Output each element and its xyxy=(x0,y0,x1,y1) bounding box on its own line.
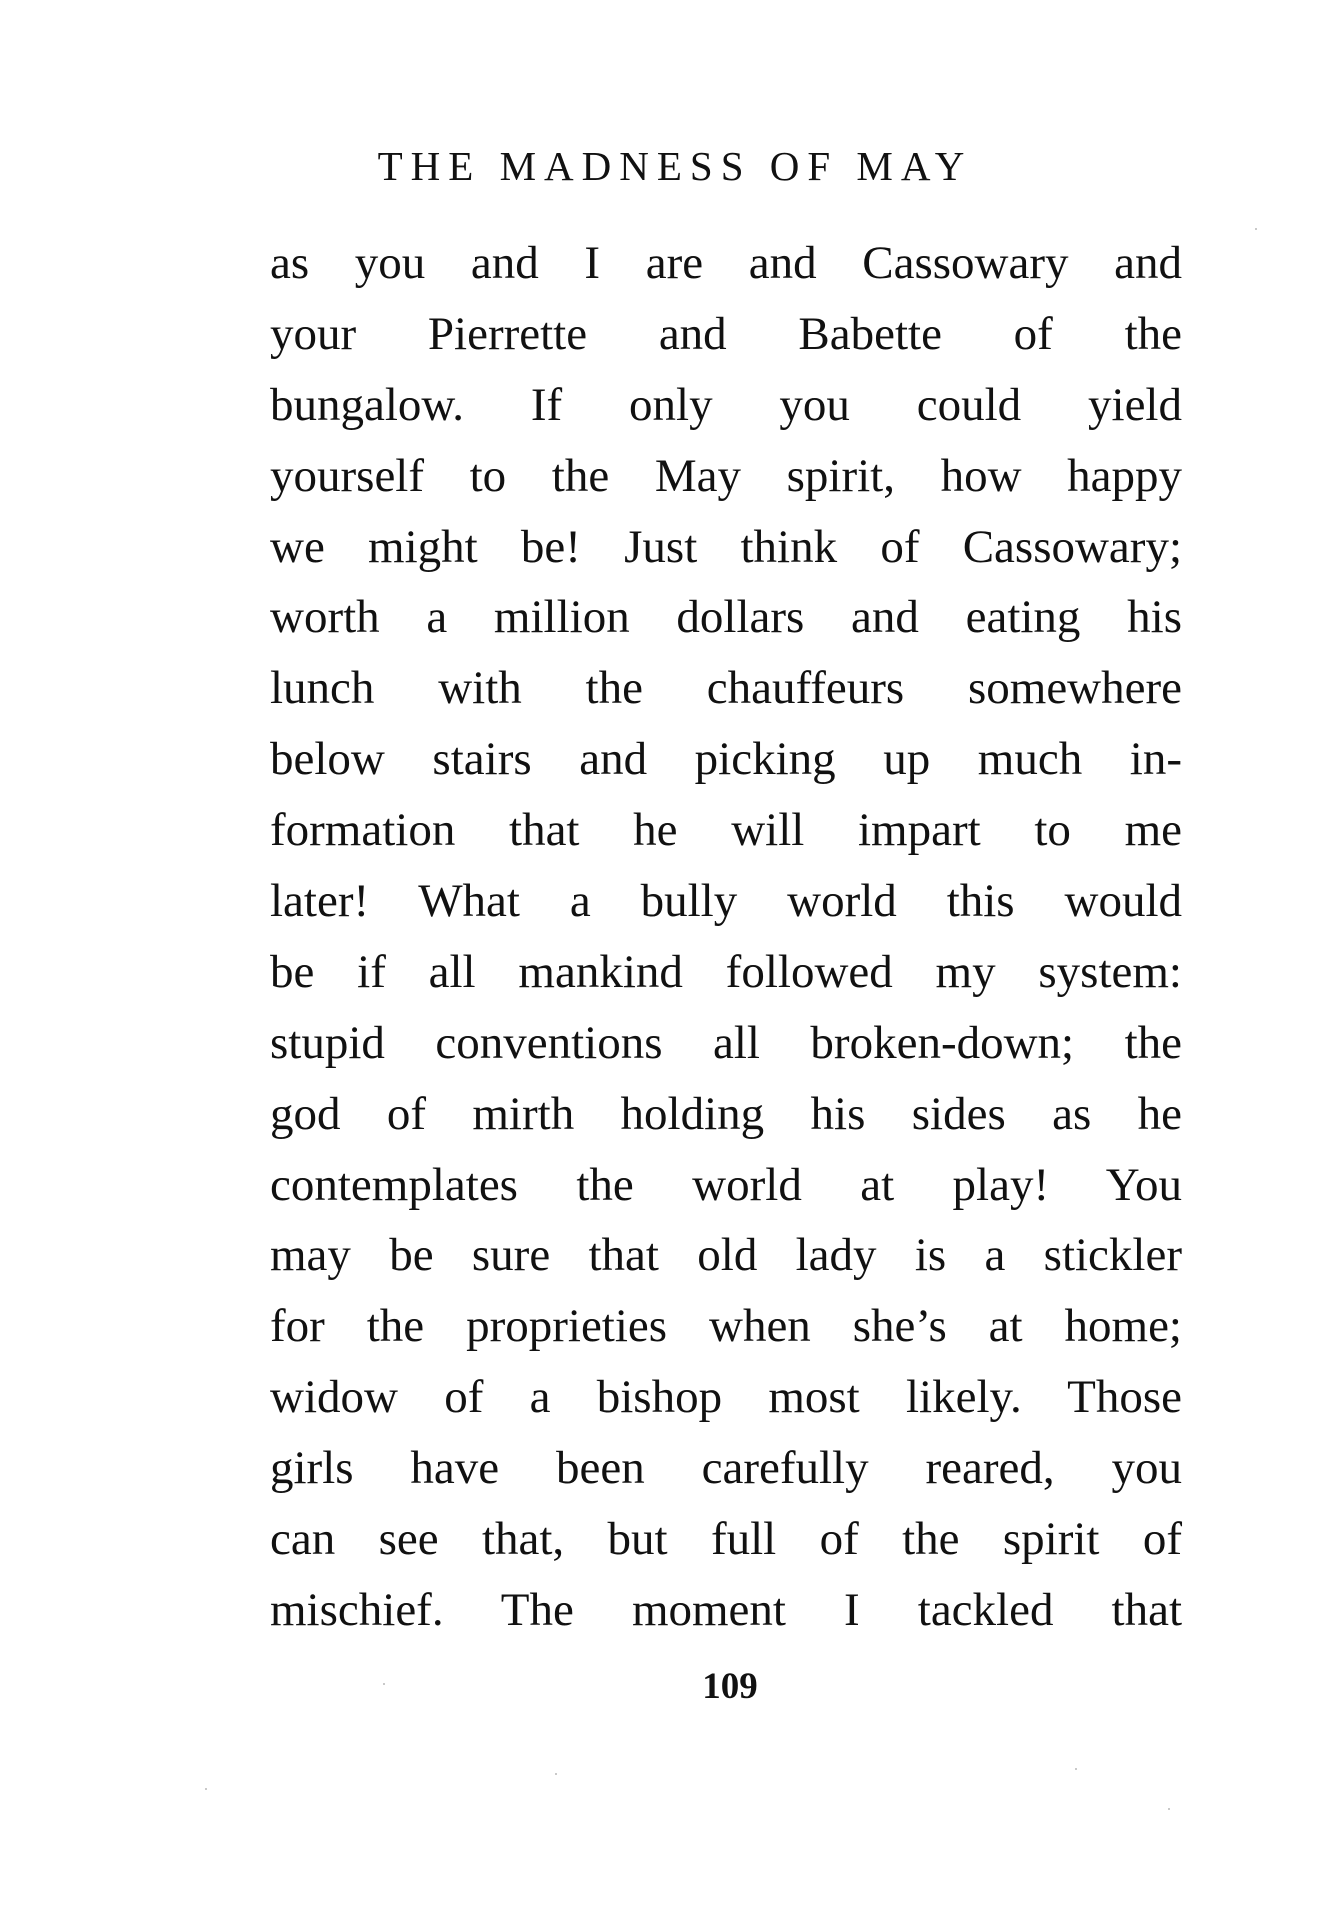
text-line: stupid conventions all broken-down; the xyxy=(270,1016,1182,1069)
text-line: god of mirth holding his sides as he xyxy=(270,1087,1182,1140)
page-number: 109 xyxy=(702,1666,758,1707)
text-line: your Pierrette and Babette of the xyxy=(270,307,1182,360)
scan-speck xyxy=(1168,1808,1170,1810)
text-line: below stairs and picking up much in- xyxy=(270,733,1182,786)
text-line: we might be! Just think of Cassowary; xyxy=(270,520,1182,573)
body-text xyxy=(270,228,1182,1646)
text-line: lunch with the chauffeurs somewhere xyxy=(270,662,1182,715)
text-line: as you and I are and Cassowary and xyxy=(270,237,1182,289)
scan-speck xyxy=(1255,228,1257,230)
scan-speck xyxy=(1075,1768,1077,1770)
text-line: formation that he will impart to me xyxy=(270,804,1182,857)
text-line: for the proprieties when she’s at home; xyxy=(270,1300,1182,1353)
running-head: THE MADNESS OF MAY xyxy=(377,143,973,189)
scan-speck xyxy=(555,1773,557,1775)
text-line: can see that, but full of the spirit of xyxy=(270,1513,1182,1566)
text-line: may be sure that old lady is a stickler xyxy=(270,1229,1182,1282)
text-line: later! What a bully world this would xyxy=(270,875,1182,928)
text-line: be if all mankind followed my system: xyxy=(270,945,1182,998)
scan-speck xyxy=(383,1683,385,1685)
text-line: yourself to the May spirit, how happy xyxy=(270,449,1182,502)
text-line: bungalow. If only you could yield xyxy=(270,378,1182,431)
text-line: girls have been carefully reared, you xyxy=(270,1442,1182,1495)
text-line: worth a million dollars and eating his xyxy=(270,591,1182,644)
text-line: mischief. The moment I tackled that xyxy=(270,1583,1182,1636)
text-line: contemplates the world at play! You xyxy=(270,1158,1182,1211)
scan-speck xyxy=(205,1788,207,1790)
text-line: widow of a bishop most likely. Those xyxy=(270,1371,1182,1424)
